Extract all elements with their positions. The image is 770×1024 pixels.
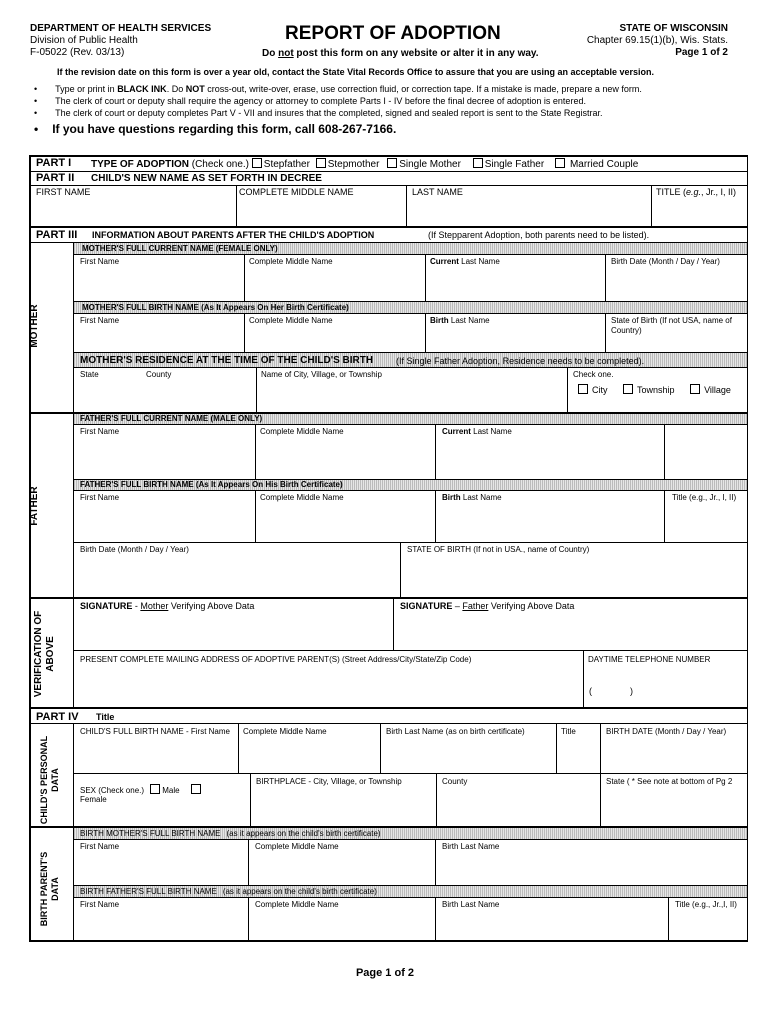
father-middle-name-field[interactable] [257, 438, 434, 478]
township-checkbox[interactable] [623, 384, 633, 394]
child-birth-middle-name-label: Complete Middle Name [243, 727, 327, 736]
child-birth-date-label: BIRTH DATE (Month / Day / Year) [606, 727, 727, 736]
mother-birth-date-field[interactable] [607, 268, 746, 300]
child-birth-last-name-field[interactable] [382, 740, 555, 772]
part3-label: PART III [36, 229, 78, 241]
form-number: F-05022 (Rev. 03/13) [30, 47, 125, 58]
part3-note: (If Stepparent Adoption, both parents need to be listed). [428, 230, 650, 240]
mother-residence-note: (If Single Father Adoption, Residence needs to be completed). [396, 356, 645, 366]
child-birth-title-label: Title [561, 727, 576, 736]
mailing-address-field[interactable] [75, 667, 582, 706]
father-title-label: Title (e.g., Jr., I, II) [672, 493, 737, 502]
birth-mother-first-name-field[interactable] [75, 854, 247, 884]
mother-birth-last-name-label: Birth Last Name [430, 316, 490, 325]
part1-label: PART I [36, 157, 72, 169]
instruction-4: • If you have questions regarding this form, call 608-267-7166. [34, 122, 397, 136]
mother-side-label: MOTHER [29, 304, 40, 348]
statute-reference: Chapter 69.15(1)(b), Wis. Stats. [586, 35, 728, 46]
child-birth-title-field[interactable] [558, 740, 599, 772]
father-current-last-name-field[interactable] [437, 438, 663, 478]
birth-mother-first-name-label: First Name [80, 842, 120, 851]
child-new-middle-name-field[interactable] [238, 198, 405, 225]
birth-state-label: State ( * See note at bottom of Pg 2 [606, 777, 733, 786]
daytime-phone-label: DAYTIME TELEPHONE NUMBER [588, 655, 711, 664]
department-name: DEPARTMENT OF HEALTH SERVICES [30, 23, 212, 34]
birthplace-label: BIRTHPLACE - City, Village, or Township [256, 777, 402, 786]
mother-middle-name-label: Complete Middle Name [249, 257, 333, 266]
mother-state-of-birth-label: State of Birth (If not USA, name of Country) [611, 316, 732, 335]
mother-current-last-name-field[interactable] [427, 268, 604, 300]
father-birth-date-field[interactable] [75, 556, 399, 596]
mother-birth-date-label: Birth Date (Month / Day / Year) [611, 257, 720, 266]
revision-notice: If the revision date on this form is over a year old, contact the State Vital Records Office to assure that you are using an acceptable version. [57, 67, 655, 77]
child-new-last-name-field[interactable] [408, 198, 650, 225]
part2-label: PART II [36, 172, 75, 184]
part4-label: PART IV [36, 711, 79, 723]
father-state-of-birth-label: STATE OF BIRTH (If not in USA., name of Country) [407, 545, 590, 554]
birth-state-field[interactable] [602, 789, 746, 825]
part2-title: CHILD'S NEW NAME AS SET FORTH IN DECREE [91, 173, 322, 184]
stepmother-option[interactable]: Stepmother [313, 159, 380, 170]
father-birth-first-name-field[interactable] [75, 504, 254, 541]
mailing-address-label: PRESENT COMPLETE MAILING ADDRESS OF ADOPTIVE PARENT(S) (Street Address/City/State/Zip Code) [80, 655, 472, 664]
child-birth-last-name-label: Birth Last Name (as on birth certificate) [386, 727, 525, 736]
village-checkbox[interactable] [690, 384, 700, 394]
birth-mother-last-name-field[interactable] [437, 854, 746, 884]
mother-birth-first-name-field[interactable] [75, 327, 243, 351]
female-option-label: Female [80, 795, 107, 804]
residence-state-label: State [80, 370, 99, 379]
residence-state-field[interactable] [75, 381, 143, 411]
mother-birth-middle-name-field[interactable] [246, 327, 424, 351]
child-middle-name-label: COMPLETE MIDDLE NAME [239, 187, 354, 197]
mother-birth-last-name-field[interactable] [427, 327, 604, 351]
village-option[interactable]: Village [677, 385, 731, 395]
mother-signature-field[interactable] [75, 614, 391, 649]
township-option[interactable]: Township [610, 385, 675, 395]
birth-father-heading: BIRTH FATHER'S FULL BIRTH NAME (as it appears on the child's birth certificate) [80, 887, 377, 896]
child-birth-date-field[interactable] [602, 740, 746, 772]
mother-signature-label: SIGNATURE - Mother Verifying Above Data [80, 601, 255, 611]
instruction-3: • The clerk of court or deputy completes Part V - VII and insures that the completed, signed and sealed report is sent to the State Registrar. [34, 108, 603, 118]
adoption-type-row: TYPE OF ADOPTION (Check one.) Stepfather Stepmother Single Mother Single Father Married Couple [91, 159, 639, 170]
father-birth-middle-name-field[interactable] [257, 504, 434, 541]
mother-middle-name-field[interactable] [246, 268, 424, 300]
child-title-label: TITLE (e.g., Jr., I, II) [656, 187, 737, 197]
city-checkbox[interactable] [578, 384, 588, 394]
mother-residence-heading: MOTHER'S RESIDENCE AT THE TIME OF THE CHILD'S BIRTH [80, 355, 374, 366]
birth-mother-last-name-label: Birth Last Name [442, 842, 500, 851]
birth-father-title-label: Title (e.g., Jr.,I, II) [675, 900, 737, 909]
birth-father-first-name-label: First Name [80, 900, 120, 909]
father-state-of-birth-field[interactable] [402, 556, 746, 596]
mother-birth-first-name-label: First Name [80, 316, 120, 325]
mother-first-name-field[interactable] [75, 268, 243, 300]
birth-father-first-name-field[interactable] [75, 912, 247, 939]
residence-city-name-field[interactable] [258, 381, 566, 411]
birth-father-last-name-label: Birth Last Name [442, 900, 500, 909]
verification-side-label: VERIFICATION OF ABOVE [33, 610, 56, 698]
father-side-label: FATHER [29, 486, 40, 526]
father-signature-field[interactable] [396, 614, 746, 649]
female-checkbox[interactable] [191, 784, 201, 794]
page-title: REPORT OF ADOPTION [285, 23, 501, 44]
married-couple-option[interactable]: Married Couple [547, 159, 638, 170]
child-last-name-label: LAST NAME [412, 187, 463, 197]
birth-father-last-name-field[interactable] [437, 912, 667, 939]
single-father-checkbox[interactable] [473, 158, 483, 168]
male-option[interactable]: Male [146, 786, 179, 795]
part4-title: Title [96, 712, 115, 722]
father-signature-label: SIGNATURE – Father Verifying Above Data [400, 601, 575, 611]
posting-notice: Do not post this form on any website or alter it in any way. [262, 48, 539, 59]
father-birth-last-name-field[interactable] [437, 504, 663, 541]
page-indicator: Page 1 of 2 [675, 47, 728, 58]
child-new-first-name-field[interactable] [31, 198, 235, 225]
instruction-1: • Type or print in BLACK INK. Do NOT cross-out, write-over, erase, use correction fluid, or correction tape. If a mistake is made, prepare a new form. [34, 84, 642, 94]
mother-state-of-birth-field[interactable] [607, 338, 746, 351]
father-birth-middle-name-label: Complete Middle Name [260, 493, 344, 502]
phone-area-close: ) [630, 686, 633, 696]
birth-mother-heading: BIRTH MOTHER'S FULL BIRTH NAME (as it appears on the child's birth certificate) [80, 829, 381, 838]
father-birth-first-name-label: First Name [80, 493, 120, 502]
child-sex-row: SEX (Check one.) Male [80, 784, 203, 796]
instruction-2: • The clerk of court or deputy shall require the agency or attorney to complete Parts I - IV before the final decree of adoption is entered. [34, 96, 586, 106]
father-first-name-label: First Name [80, 427, 120, 436]
male-checkbox[interactable] [150, 784, 160, 794]
residence-county-field[interactable] [144, 381, 255, 411]
mother-birth-middle-name-label: Complete Middle Name [249, 316, 333, 325]
state-name: STATE OF WISCONSIN [619, 23, 728, 34]
city-option[interactable]: City [578, 385, 608, 395]
birthplace-field[interactable] [252, 789, 435, 825]
child-new-title-field[interactable] [653, 198, 746, 225]
birth-father-title-field[interactable] [670, 912, 746, 939]
married-couple-checkbox[interactable] [555, 158, 565, 168]
mother-current-name-heading: MOTHER'S FULL CURRENT NAME (FEMALE ONLY) [82, 244, 278, 253]
residence-type-options [578, 384, 731, 396]
father-birth-date-label: Birth Date (Month / Day / Year) [80, 545, 189, 554]
birth-county-label: County [442, 777, 468, 786]
father-current-name-heading: FATHER'S FULL CURRENT NAME (MALE ONLY) [80, 414, 263, 423]
single-father-option[interactable]: Single Father [464, 159, 544, 170]
child-personal-data-side-label: CHILD'S PERSONAL DATA [39, 735, 60, 825]
child-birth-first-name-field[interactable] [75, 750, 237, 772]
residence-county-label: County [146, 370, 172, 379]
birth-parents-data-side-label: BIRTH PARENT'S DATA [39, 851, 60, 927]
child-birth-middle-name-field[interactable] [240, 740, 379, 772]
daytime-phone-field[interactable] [586, 667, 746, 706]
single-mother-option[interactable]: Single Mother [382, 159, 461, 170]
father-birth-last-name-label: Birth Last Name [442, 493, 502, 502]
child-birth-first-name-label: CHILD'S FULL BIRTH NAME - First Name [80, 727, 230, 736]
father-birth-name-heading: FATHER'S FULL BIRTH NAME (As It Appears On His Birth Certificate) [80, 480, 343, 489]
child-first-name-label: FIRST NAME [36, 187, 91, 197]
stepfather-option[interactable]: Stepfather [252, 159, 310, 170]
residence-check-one-label: Check one. [573, 370, 614, 379]
father-middle-name-label: Complete Middle Name [260, 427, 344, 436]
birth-mother-middle-name-field[interactable] [250, 854, 434, 884]
single-mother-checkbox[interactable] [387, 158, 397, 168]
mother-first-name-label: First Name [80, 257, 120, 266]
part3-title: INFORMATION ABOUT PARENTS AFTER THE CHILD'S ADOPTION [92, 230, 375, 240]
birth-father-middle-name-label: Complete Middle Name [255, 900, 339, 909]
stepfather-checkbox[interactable] [252, 158, 262, 168]
residence-city-name-label: Name of City, Village, or Township [261, 370, 382, 379]
mother-current-last-name-label: Current Last Name [430, 257, 500, 266]
father-current-last-name-label: Current Last Name [442, 427, 512, 436]
father-current-extra-field[interactable] [666, 438, 746, 478]
stepmother-checkbox[interactable] [316, 158, 326, 168]
father-title-field[interactable] [666, 504, 746, 541]
father-first-name-field[interactable] [75, 438, 254, 478]
mother-birth-name-heading: MOTHER'S FULL BIRTH NAME (As It Appears On Her Birth Certificate) [82, 303, 349, 312]
birth-father-middle-name-field[interactable] [250, 912, 434, 939]
birth-county-field[interactable] [438, 789, 599, 825]
phone-area-open: ( [589, 686, 592, 696]
birth-mother-middle-name-label: Complete Middle Name [255, 842, 339, 851]
division-name: Division of Public Health [30, 35, 138, 46]
footer-page-indicator: Page 1 of 2 [355, 967, 415, 979]
